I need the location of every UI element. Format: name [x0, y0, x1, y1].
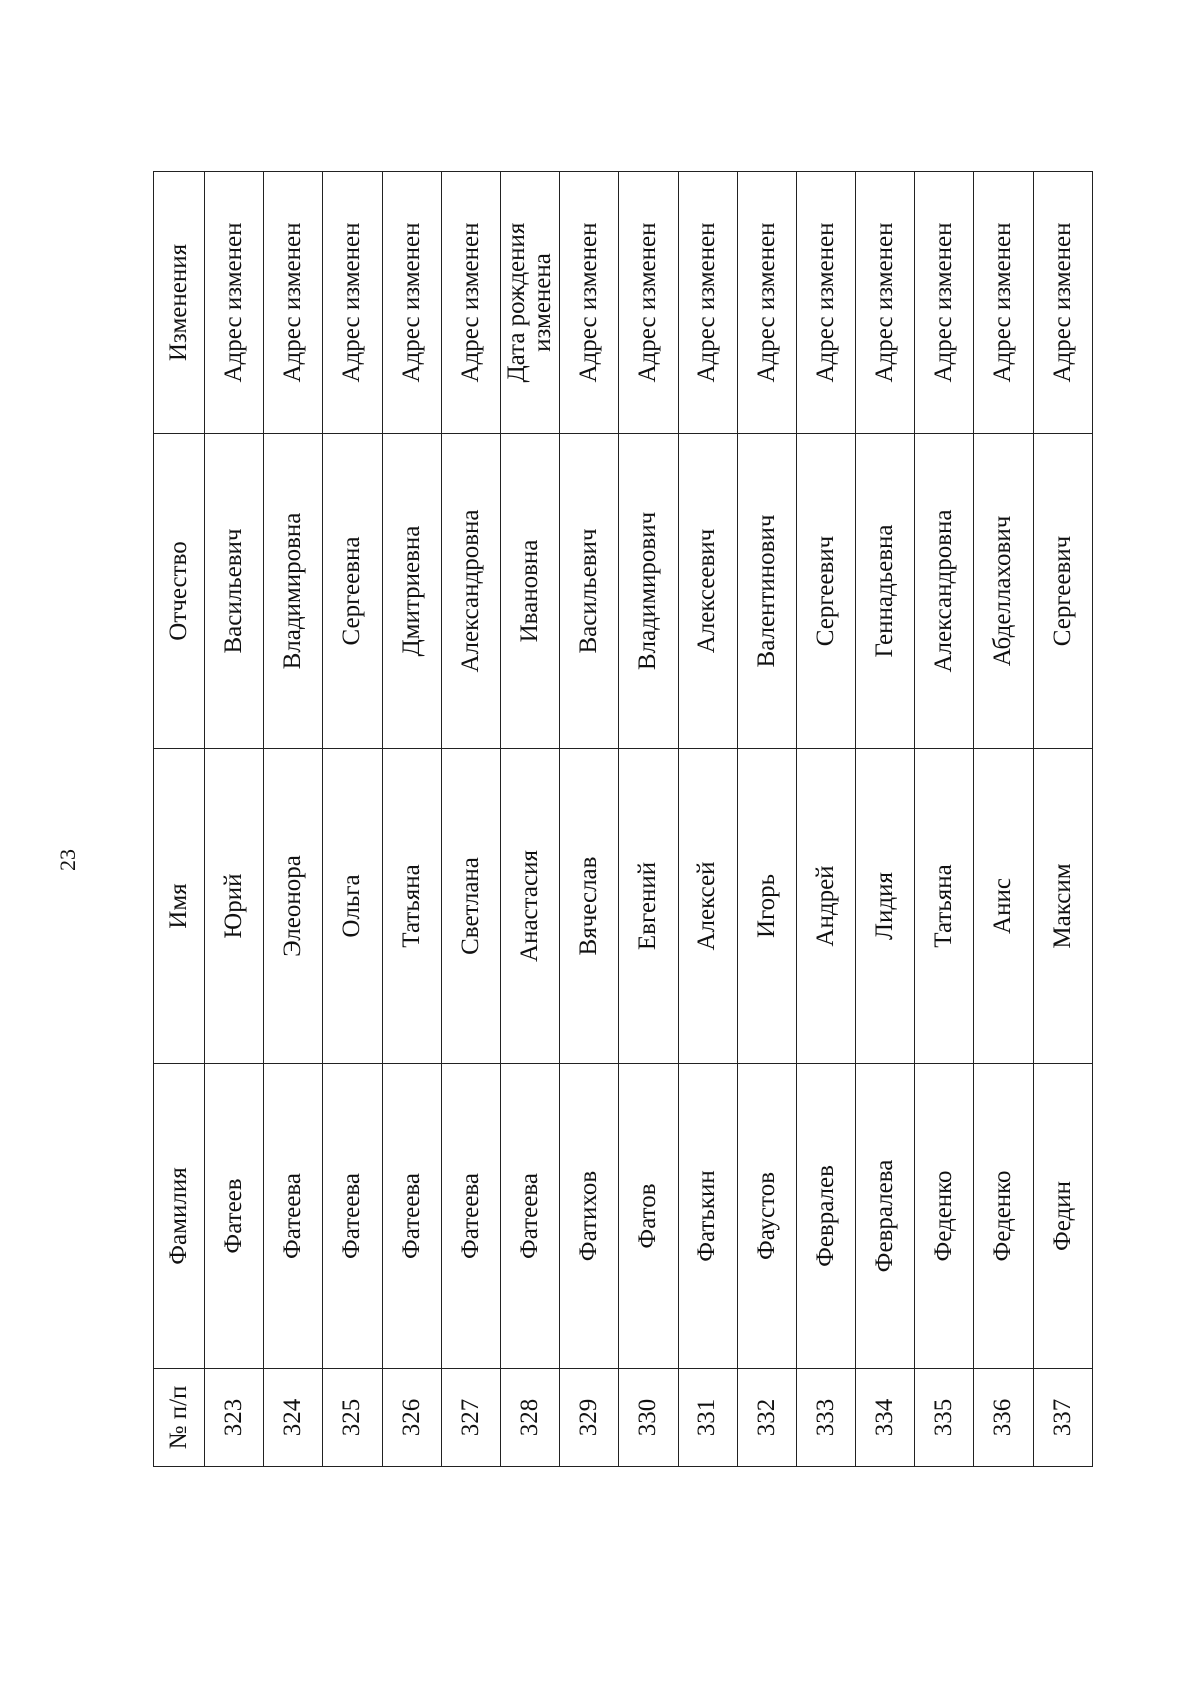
- cell-number: 329: [559, 1368, 618, 1466]
- cell-patronymic: Александровна: [914, 433, 973, 748]
- table-row: [263, 171, 322, 1466]
- cell-patronymic: Владимирович: [618, 433, 677, 748]
- table-row: [1033, 171, 1092, 1466]
- cell-last-name: Фатеева: [382, 1063, 441, 1368]
- table-row: [914, 171, 973, 1466]
- cell-patronymic: Геннадьевна: [855, 433, 914, 748]
- table-row: [618, 171, 677, 1466]
- cell-changes: Адрес изменен: [559, 171, 618, 433]
- cell-patronymic: Ивановна: [500, 433, 559, 748]
- cell-first-name: Анастасия: [500, 748, 559, 1063]
- records-table: [153, 171, 1093, 1467]
- cell-patronymic: Валентинович: [737, 433, 796, 748]
- cell-number: 324: [263, 1368, 322, 1466]
- table-row: [441, 171, 500, 1466]
- cell-changes: Адрес изменен: [204, 171, 263, 433]
- table-row: [973, 171, 1032, 1466]
- cell-last-name: Фатеева: [322, 1063, 381, 1368]
- cell-last-name: Феденко: [914, 1063, 973, 1368]
- cell-first-name: Евгений: [618, 748, 677, 1063]
- cell-first-name: Ольга: [322, 748, 381, 1063]
- cell-changes: Адрес изменен: [382, 171, 441, 433]
- cell-patronymic: Васильевич: [559, 433, 618, 748]
- cell-last-name: Фатеев: [204, 1063, 263, 1368]
- table-row: [500, 171, 559, 1466]
- cell-last-name: Фаустов: [737, 1063, 796, 1368]
- cell-number: 326: [382, 1368, 441, 1466]
- cell-first-name: Андрей: [796, 748, 855, 1063]
- cell-patronymic: Алексеевич: [678, 433, 737, 748]
- table-row: [322, 171, 381, 1466]
- cell-changes: Адрес изменен: [322, 171, 381, 433]
- table-wrapper: [153, 172, 1093, 1467]
- cell-changes: Адрес изменен: [914, 171, 973, 433]
- cell-changes: Адрес изменен: [678, 171, 737, 433]
- cell-patronymic: Дмитриевна: [382, 433, 441, 748]
- cell-first-name: Татьяна: [914, 748, 973, 1063]
- cell-number: 328: [500, 1368, 559, 1466]
- header-last-name: Фамилия: [153, 1063, 204, 1368]
- table-header-row: [153, 171, 204, 1466]
- cell-number: 335: [914, 1368, 973, 1466]
- cell-changes: Адрес изменен: [973, 171, 1032, 433]
- cell-number: 332: [737, 1368, 796, 1466]
- cell-changes: Адрес изменен: [618, 171, 677, 433]
- table-row: [678, 171, 737, 1466]
- cell-number: 327: [441, 1368, 500, 1466]
- cell-number: 334: [855, 1368, 914, 1466]
- cell-number: 323: [204, 1368, 263, 1466]
- cell-patronymic: Александровна: [441, 433, 500, 748]
- cell-last-name: Фатов: [618, 1063, 677, 1368]
- table-row: [204, 171, 263, 1466]
- header-changes: Изменения: [153, 171, 204, 433]
- cell-first-name: Лидия: [855, 748, 914, 1063]
- cell-number: 325: [322, 1368, 381, 1466]
- cell-first-name: Татьяна: [382, 748, 441, 1063]
- cell-number: 330: [618, 1368, 677, 1466]
- cell-first-name: Анис: [973, 748, 1032, 1063]
- cell-number: 331: [678, 1368, 737, 1466]
- cell-changes: Адрес изменен: [796, 171, 855, 433]
- cell-last-name: Фатеева: [263, 1063, 322, 1368]
- cell-patronymic: Абделлахович: [973, 433, 1032, 748]
- cell-last-name: Фатькин: [678, 1063, 737, 1368]
- header-first-name: Имя: [153, 748, 204, 1063]
- cell-last-name: Фатихов: [559, 1063, 618, 1368]
- cell-first-name: Элеонора: [263, 748, 322, 1063]
- cell-first-name: Юрий: [204, 748, 263, 1063]
- table-row: [796, 171, 855, 1466]
- cell-changes: Адрес изменен: [441, 171, 500, 433]
- cell-changes: Адрес изменен: [855, 171, 914, 433]
- cell-first-name: Максим: [1033, 748, 1092, 1063]
- cell-first-name: Вячеслав: [559, 748, 618, 1063]
- cell-last-name: Фатеева: [441, 1063, 500, 1368]
- table-row: [855, 171, 914, 1466]
- cell-patronymic: Сергеевич: [796, 433, 855, 748]
- cell-first-name: Алексей: [678, 748, 737, 1063]
- cell-patronymic: Сергеевич: [1033, 433, 1092, 748]
- cell-changes: Дата рождения изменена: [500, 171, 559, 433]
- cell-last-name: Федин: [1033, 1063, 1092, 1368]
- cell-first-name: Светлана: [441, 748, 500, 1063]
- cell-number: 333: [796, 1368, 855, 1466]
- cell-changes: Адрес изменен: [1033, 171, 1092, 433]
- table-row: [737, 171, 796, 1466]
- cell-changes: Адрес изменен: [263, 171, 322, 433]
- cell-number: 337: [1033, 1368, 1092, 1466]
- cell-first-name: Игорь: [737, 748, 796, 1063]
- page-number: 23: [55, 849, 80, 871]
- header-patronymic: Отчество: [153, 433, 204, 748]
- cell-patronymic: Сергеевна: [322, 433, 381, 748]
- cell-last-name: Февралева: [855, 1063, 914, 1368]
- table-row: [382, 171, 441, 1466]
- header-number: № п/п: [153, 1368, 204, 1466]
- cell-patronymic: Васильевич: [204, 433, 263, 748]
- cell-number: 336: [973, 1368, 1032, 1466]
- cell-last-name: Февралев: [796, 1063, 855, 1368]
- cell-last-name: Феденко: [973, 1063, 1032, 1368]
- table-row: [559, 171, 618, 1466]
- cell-last-name: Фатеева: [500, 1063, 559, 1368]
- cell-changes: Адрес изменен: [737, 171, 796, 433]
- cell-patronymic: Владимировна: [263, 433, 322, 748]
